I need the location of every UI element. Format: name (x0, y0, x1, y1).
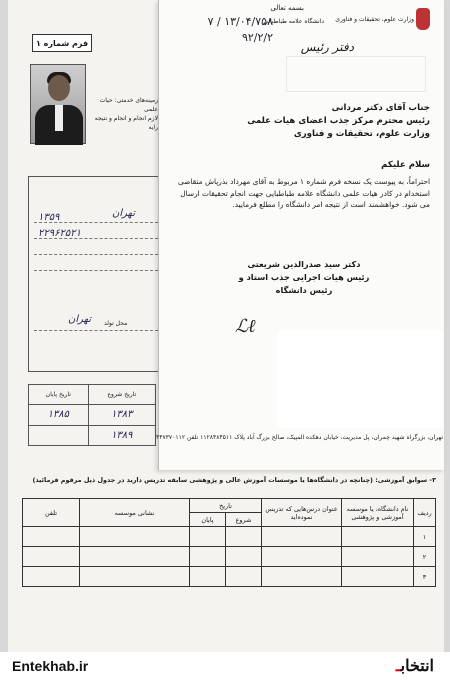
form-side-text: زمینه‌های خدمتی: حیات علمی لازم انجام و انجام و نتیجه رایه (94, 97, 158, 131)
letter-ministry: وزارت علوم، تحقیقات و فناوری (335, 16, 414, 23)
site-footer (0, 652, 450, 680)
birthplace-label: محل تولد (104, 320, 128, 327)
birthplace-value: تهران (68, 314, 92, 325)
letter-besmeh: بسمه تعالی (270, 4, 304, 12)
letter-body: احتراماً، به پیوست یک نسخه فرم شماره ۱ مربوط به آقای مهرداد بذرپاش متقاضی استخدام در کادر هیات علمی دانشگاه علامه طباطبایی جهت انجام تحقیقات ارسال می شود. خواهشمند است از نتیجه امر دانشگاه را مطلع فرمایید. (178, 177, 430, 209)
applicant-photo (30, 64, 86, 144)
letter-reference: ۱۳/۰۴/۷۵۸ / ۷ ۹۲/۲/۲ (207, 15, 273, 44)
city-value: تهران (112, 208, 136, 219)
watermark-left: Entekhab.ir (12, 658, 89, 674)
form-number-box: فرم شماره ۱ (32, 34, 92, 52)
redacted-area (277, 330, 443, 428)
letter-signer: دکتر سید صدرالدین شریعتی رئیس هیات اجرایی جذب استاد و رئیس دانشگاه (238, 259, 370, 295)
letter-recipient: جناب آقای دکتر مردانی رئیس محترم مرکز جذب اعضای هیات علمی وزارت علوم، تحقیقات و فناوری (247, 103, 430, 139)
watermark-right: انتخابـ (395, 656, 434, 675)
birth-date-value: ۱۳۵۹ (38, 212, 60, 223)
document-page (8, 0, 444, 652)
table-row: ۳ (23, 567, 436, 587)
emblem-icon (416, 8, 430, 30)
teaching-table: ردیف نام دانشگاه، یا موسسه آموزشی و پژوهشی عنوان درس‌هایی که تدریس نموده‌اید تاریخ نشانی موسسه تلفن شروع پایان ۱ ۲ ۳ (22, 498, 436, 587)
letter-address-footer: تهران، بزرگراه شهید چمران، پل مدیریت، خیابان دهکده المپیک، صالح بزرگ آباد پلاک ۱۱۲۸۴۸۴۵۱۱ تلفن ۴۴۷۳۷۰۱۱۲ (156, 434, 443, 441)
form-personal-block (28, 176, 164, 372)
education-table: تاریخ پایان تاریخ شروع ۱۳۸۵ ۱۳۸۳ ۱۳۸۹ (28, 384, 156, 446)
letter-university: دانشگاه علامه طباطبائی (263, 18, 324, 25)
cover-letter (158, 0, 444, 470)
teaching-title: ۳- سوابق آموزشی: (چنانچه در دانشگاه‌ها یا موسسات آموزش عالی و پژوهشی سابقه تدریس دارید در جدول ذیل مرقوم فرمائید) (32, 476, 436, 484)
signature-mark: ℒℓ (235, 316, 256, 337)
table-row: ۱ (23, 527, 436, 547)
table-row: ۲ (23, 547, 436, 567)
letter-office: دفتر رئیس (300, 40, 354, 54)
letter-greeting: سلام علیکم (381, 160, 430, 170)
faint-stamp (286, 56, 426, 92)
national-id-value: ۲۲۹۶۲۵۲۱ (38, 228, 81, 239)
